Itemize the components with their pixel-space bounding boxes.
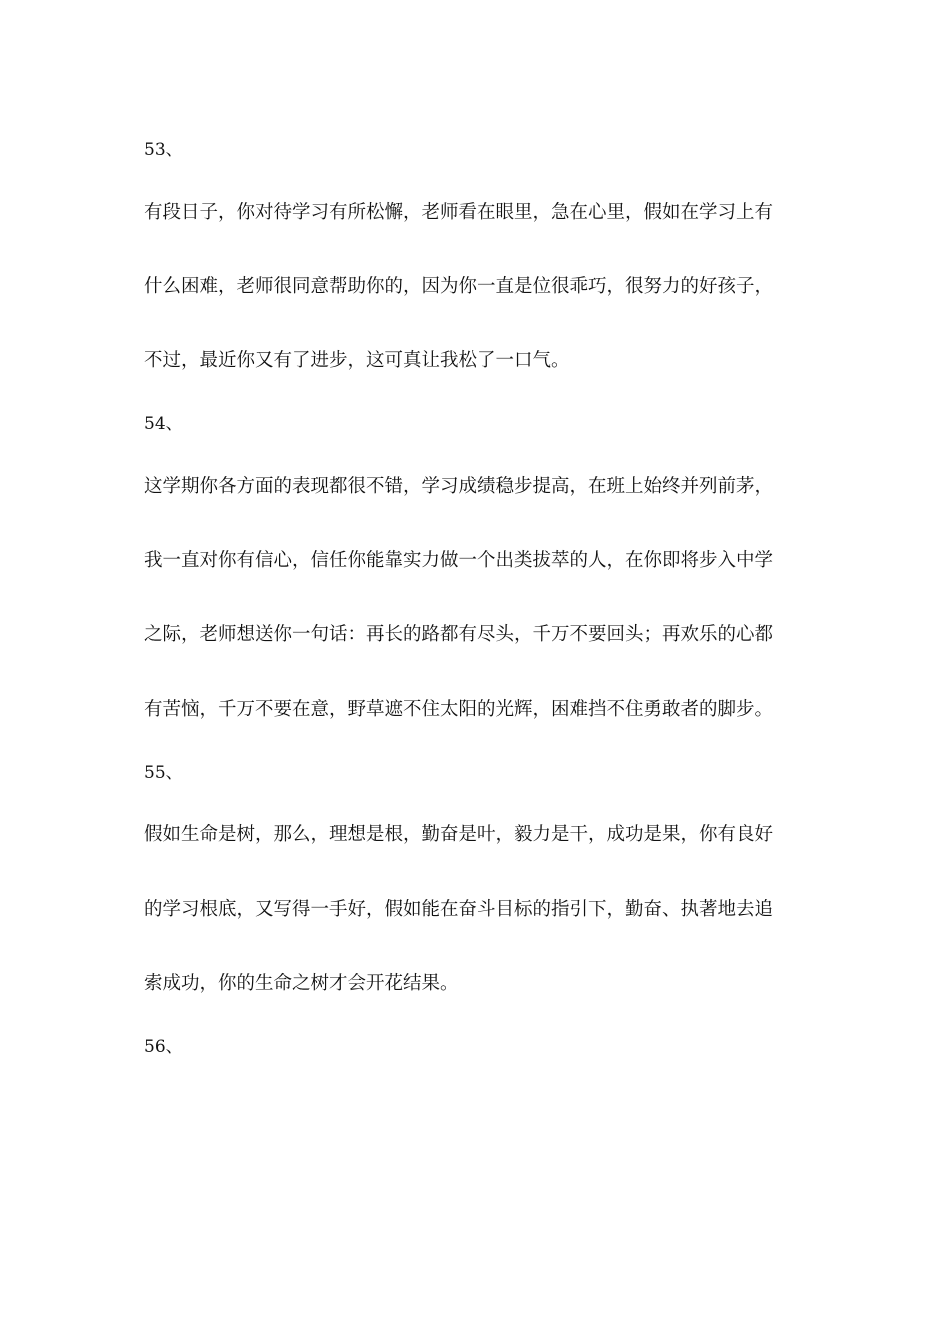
entry-text-line: 有苦恼，千万不要在意，野草遮不住太阳的光辉，困难挡不住勇敢者的脚步。 [144, 699, 774, 720]
entry-text-line: 假如生命是树，那么，理想是根，勤奋是叶，毅力是干，成功是果，你有良好 [144, 824, 774, 845]
entry-text-line: 不过，最近你又有了进步，这可真让我松了一口气。 [144, 350, 570, 371]
entry-text-line: 的学习根底，又写得一手好，假如能在奋斗目标的指引下，勤奋、执著地去追 [144, 899, 774, 920]
entry-text-line: 什么困难，老师很同意帮助你的，因为你一直是位很乖巧，很努力的好孩子， [144, 276, 774, 297]
entry-text-line: 这学期你各方面的表现都很不错，学习成绩稳步提高，在班上始终并列前茅， [144, 476, 774, 497]
entry-text-line: 有段日子，你对待学习有所松懈，老师看在眼里，急在心里，假如在学习上有 [144, 202, 774, 223]
entry-number: 55、 [144, 763, 183, 783]
entry-text-line: 索成功，你的生命之树才会开花结果。 [144, 973, 459, 994]
entry-number: 56、 [144, 1037, 183, 1057]
entry-number: 53、 [144, 140, 183, 160]
entry-text-line: 我一直对你有信心，信任你能靠实力做一个出类拔萃的人，在你即将步入中学 [144, 550, 774, 571]
entry-number: 54、 [144, 414, 183, 434]
entry-text-line: 之际，老师想送你一句话：再长的路都有尽头，千万不要回头；再欢乐的心都 [144, 624, 774, 645]
